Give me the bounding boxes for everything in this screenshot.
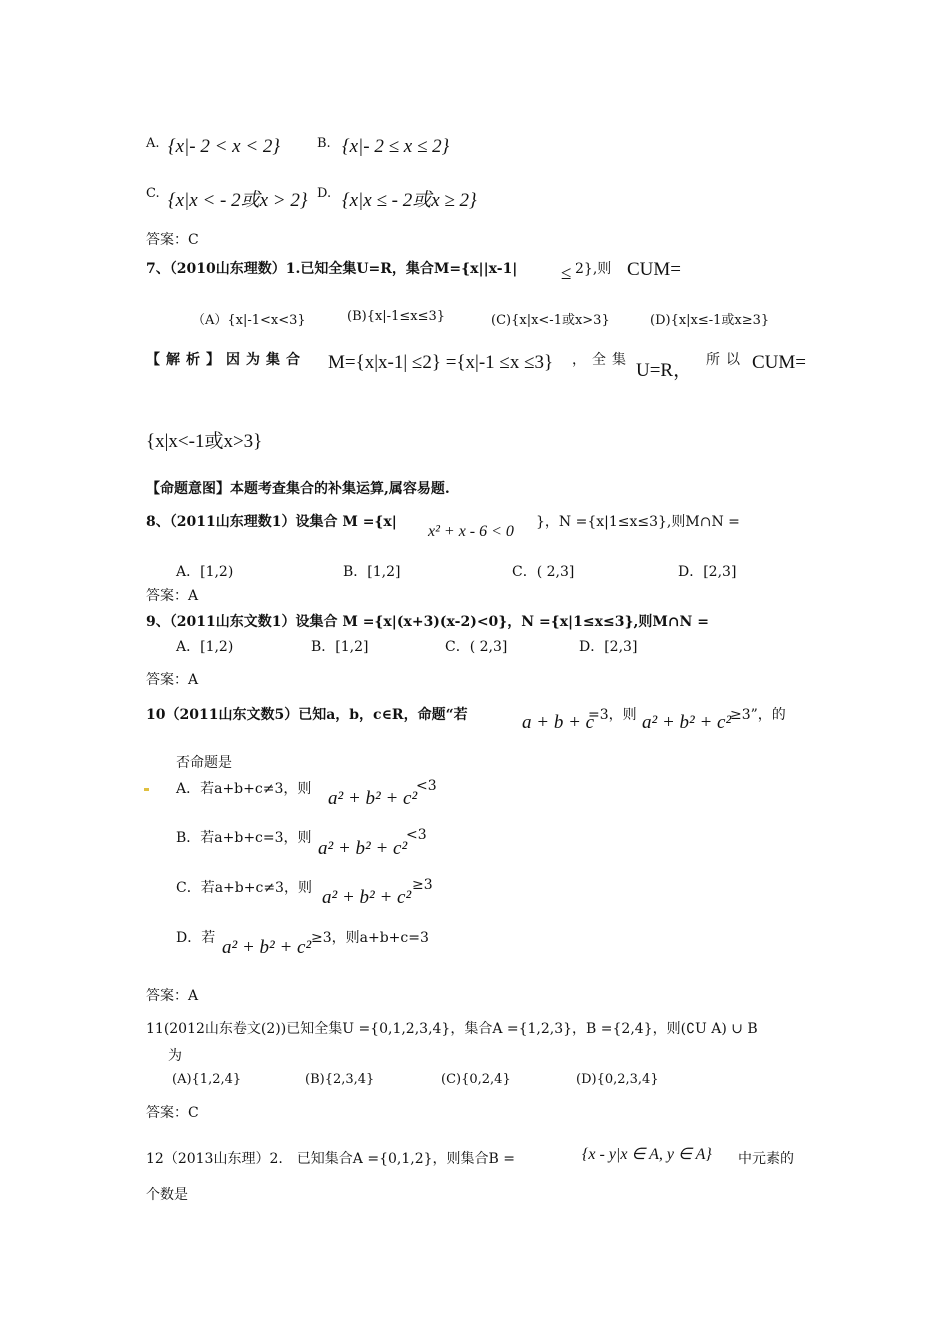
q7-analysis-mid: ，全集 — [572, 352, 632, 368]
q7-stem-cu: CUM= — [627, 259, 682, 280]
q8-answer: 答案：A — [146, 588, 199, 604]
q10-stem-mid: =3，则 — [588, 707, 637, 723]
q10-option-d-post: ≥3，则a+b+c=3 — [311, 930, 429, 946]
decorative-mark — [144, 788, 149, 791]
q7-analysis-so: 所以 — [706, 352, 746, 368]
q7-stem: 7、（2010山东理数）1.已知全集U=R，集合M={x||x-1| — [146, 261, 518, 277]
q10-stem-expr1: a + b + c — [522, 712, 595, 733]
q11-answer: 答案：C — [146, 1105, 199, 1121]
q9-stem: 9、（2011山东文数1）设集合 M ={x|(x+3)(x-2)<0}，N ={x|1≤x≤3},则M∩N = — [146, 614, 709, 630]
q10-option-c-post: ≥3 — [412, 877, 433, 893]
q7-analysis-u: U=R， — [636, 360, 693, 381]
q12-stem-line2: 个数是 — [146, 1187, 188, 1203]
q11-option-c: (C){0,2,4} — [441, 1072, 511, 1087]
q6-option-a-label: A. — [146, 136, 160, 151]
q10-option-a-expr: a² + b² + c² — [328, 788, 418, 809]
q9-option-d: D．[2,3] — [579, 639, 638, 655]
q10-option-d-pre: D．若 — [176, 930, 216, 946]
q10-option-c-expr: a² + b² + c² — [322, 887, 412, 908]
q10-option-b-post: <3 — [406, 827, 427, 843]
q8-stem: 8、（2011山东理数1）设集合 M ={x| — [146, 514, 397, 530]
q10-stem-line2: 否命题是 — [176, 755, 232, 771]
q11-stem-line2: 为 — [168, 1048, 182, 1064]
q9-option-a: A．[1,2) — [176, 639, 234, 655]
q6-option-b-expr: {x|- 2 ≤ x ≤ 2} — [342, 136, 450, 157]
q10-answer: 答案：A — [146, 988, 199, 1004]
q6-option-a-expr: {x|- 2 < x < 2} — [168, 136, 281, 157]
q12-stem: 12（2013山东理）2. 已知集合A ={0,1,2}，则集合B = — [146, 1151, 515, 1167]
q11-option-d: (D){0,2,3,4} — [576, 1072, 659, 1087]
q8-option-b: B．[1,2] — [343, 564, 401, 580]
q10-stem-tail: ≥3”，的 — [730, 707, 786, 723]
q7-option-b: (B){x|-1≤x≤3} — [347, 309, 446, 324]
q10-option-b-expr: a² + b² + c² — [318, 838, 408, 859]
q7-analysis-label: 【解析】因为集合 — [146, 352, 306, 368]
q7-analysis-m: M={x|x-1| ≤2} ={x|-1 ≤x ≤3} — [328, 352, 554, 373]
q9-answer: 答案：A — [146, 672, 199, 688]
q6-option-d-label: D. — [317, 186, 332, 201]
q11-stem: 11(2012山东卷文(2))已知全集U ={0,1,2,3,4}，集合A ={1,2,3}，B ={2,4}，则(∁U A) ∪ B — [146, 1021, 758, 1037]
q12-stem-tail: 中元素的 — [738, 1151, 794, 1167]
q7-option-d: (D){x|x≤-1或x≥3} — [650, 313, 770, 328]
q11-option-a: (A){1,2,4} — [172, 1072, 242, 1087]
q8-option-a: A．[1,2) — [176, 564, 234, 580]
q10-stem: 10（2011山东文数5）已知a，b，c∈R，命题“若 — [146, 707, 468, 723]
q8-stem-expr: x² + x - 6 < 0 — [428, 523, 514, 540]
q9-option-b: B．[1,2] — [311, 639, 369, 655]
q7-stem-le: ≤ — [561, 263, 572, 284]
q7-analysis-cu: CUM= — [752, 352, 807, 373]
q7-option-a: （A）{x|-1<x<3} — [192, 313, 306, 328]
q12-stem-expr: {x - y|x ∈ A, y ∈ A} — [582, 1146, 712, 1163]
q8-option-c: C．( 2,3] — [512, 564, 575, 580]
q7-stem-tail: 2},则 — [575, 261, 612, 277]
q6-option-d-expr: {x|x ≤ - 2或x ≥ 2} — [342, 190, 477, 211]
q10-option-c-pre: C．若a+b+c≠3，则 — [176, 880, 312, 896]
q8-stem-tail: }，N ={x|1≤x≤3},则M∩N = — [536, 514, 740, 530]
q6-option-c-label: C. — [146, 186, 160, 201]
q8-option-d: D．[2,3] — [678, 564, 737, 580]
q7-analysis-result: {x|x<-1或x>3} — [146, 431, 263, 452]
q6-option-b-label: B. — [317, 136, 331, 151]
q6-answer: 答案：C — [146, 232, 199, 248]
q7-intent: 【命题意图】本题考查集合的补集运算,属容易题. — [146, 481, 450, 497]
q10-option-d-expr: a² + b² + c² — [222, 937, 312, 958]
q10-option-a-post: <3 — [416, 778, 437, 794]
q7-option-c: (C){x|x<-1或x>3} — [491, 313, 610, 328]
q9-option-c: C．( 2,3] — [445, 639, 508, 655]
q10-option-b-pre: B．若a+b+c=3，则 — [176, 830, 312, 846]
q10-option-a-pre: A．若a+b+c≠3，则 — [176, 781, 312, 797]
q6-option-c-expr: {x|x < - 2或x > 2} — [168, 190, 308, 211]
q11-option-b: (B){2,3,4} — [305, 1072, 375, 1087]
q10-stem-expr2: a² + b² + c² — [642, 712, 732, 733]
